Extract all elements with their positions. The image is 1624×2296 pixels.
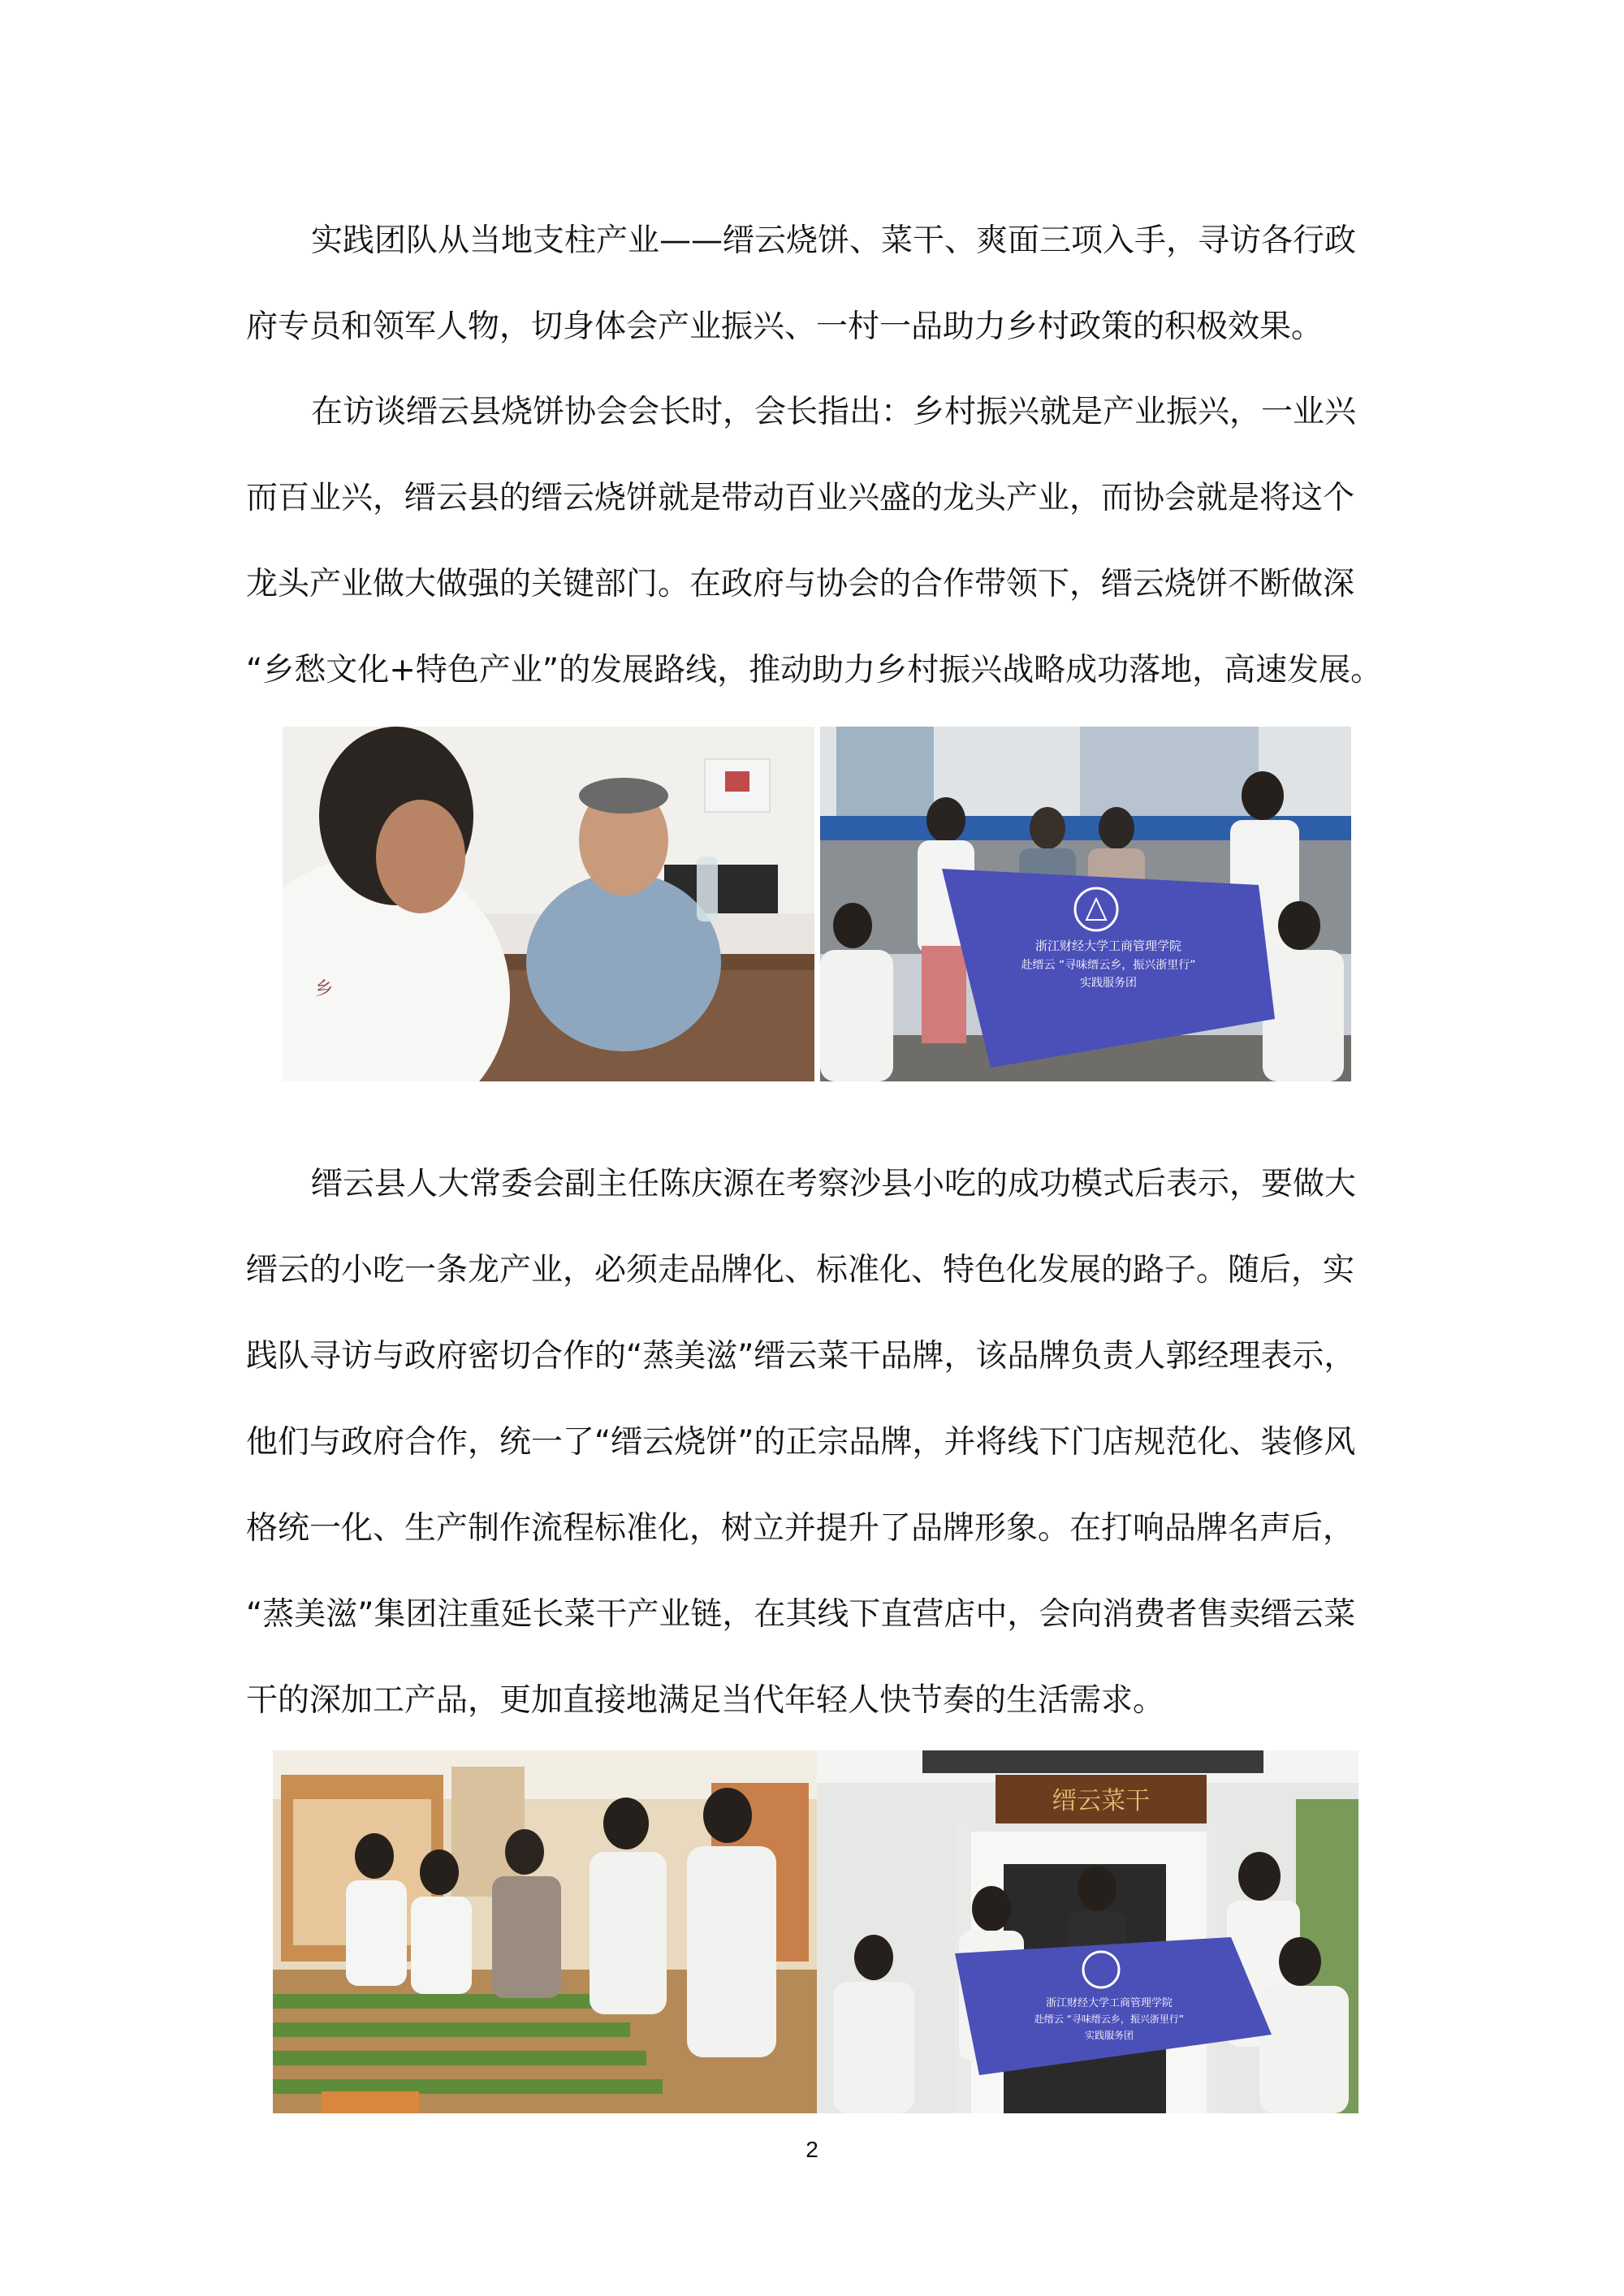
paragraph-3 (246, 1142, 1393, 1744)
paragraph-line: 践队寻访与政府密切合作的“蒸美滋”缙云菜干品牌，该品牌负责人郭经理表示， (246, 1338, 1356, 1375)
banner-1-subtitle: 赴缙云 “寻味缙云乡，振兴浙里行” (1021, 959, 1196, 972)
paragraph-line: 缙云县人大常委会副主任陈庆源在考察沙县小吃的成功模式后表示，要做大 (311, 1166, 1357, 1202)
banner-2-team: 实践服务团 (1084, 2030, 1134, 2041)
group-banner-photo-2 (817, 1750, 1358, 2113)
paragraph-line: 他们与政府合作，统一了“缙云烧饼”的正宗品牌，并将线下门店规范化、装修风 (246, 1424, 1356, 1461)
page-number: 2 (806, 2137, 818, 2162)
paragraph-line: “蒸美滋”集团注重延长菜干产业链，在其线下直营店中，会向消费者售卖缙云菜 (246, 1596, 1356, 1633)
paragraph-line: 龙头产业做大做强的关键部门。在政府与协会的合作带领下，缙云烧饼不断做深 (246, 566, 1355, 602)
paragraph-2 (246, 369, 1393, 714)
group-banner-photo-1 (820, 727, 1351, 1081)
banner-2-title: 浙江财经大学工商管理学院 (1045, 1997, 1173, 2009)
paragraph-line: 在访谈缙云县烧饼协会会长时，会长指出：乡村振兴就是产业振兴，一业兴 (311, 394, 1357, 430)
paragraph-line: 而百业兴，缙云县的缙云烧饼就是带动百业兴盛的龙头产业，而协会就是将这个 (246, 480, 1355, 516)
paragraph-line: 干的深加工产品，更加直接地满足当代年轻人快节奏的生活需求。 (246, 1682, 1165, 1719)
interview-photo (283, 727, 814, 1081)
paragraph-line: 府专员和领军人物，切身体会产业振兴、一村一品助力乡村政策的积极效果。 (246, 309, 1324, 345)
paragraph-line: 格统一化、生产制作流程标准化，树立并提升了品牌形象。在打响品牌名声后， (246, 1510, 1355, 1547)
paragraph-line: “乡愁文化+特色产业”的发展路线，推动助力乡村振兴战略成功落地，高速发展。 (246, 652, 1383, 688)
paragraph-1 (246, 198, 1393, 370)
exhibition-photo (273, 1750, 817, 2113)
svg-text:乡: 乡 (315, 979, 334, 999)
paragraph-line: 缙云的小吃一条龙产业，必须走品牌化、标准化、特色化发展的路子。随后，实 (246, 1252, 1355, 1288)
banner-1-team: 实践服务团 (1080, 977, 1137, 990)
banner-2-subtitle: 赴缙云 “寻味缙云乡，振兴浙里行” (1034, 2013, 1185, 2025)
paragraph-line: 实践团队从当地支柱产业——缙云烧饼、菜干、爽面三项入手，寻访各行政 (311, 222, 1357, 259)
banner-1-title: 浙江财经大学工商管理学院 (1034, 939, 1182, 953)
shop-sign: 缙云菜干 (1052, 1787, 1150, 1815)
